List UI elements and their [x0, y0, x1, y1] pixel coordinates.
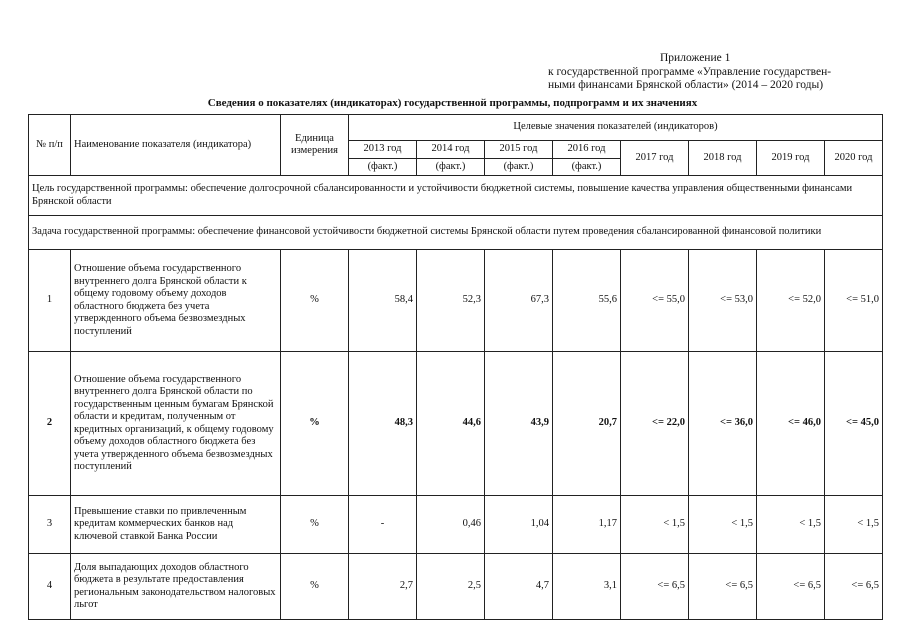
row-unit: % [281, 352, 349, 496]
row-num: 3 [29, 496, 71, 554]
header-year: 2017 год [621, 141, 689, 176]
row-value: 3,1 [553, 554, 621, 620]
row-value: <= 6,5 [689, 554, 757, 620]
row-value: 4,7 [485, 554, 553, 620]
header-fact: (факт.) [553, 159, 621, 176]
header-num: № п/п [29, 115, 71, 176]
row-value: < 1,5 [825, 496, 883, 554]
row-value: 55,6 [553, 250, 621, 352]
header-fact: (факт.) [417, 159, 485, 176]
row-name: Отношение объема государственного внутреннего долга Брянской области по государственным ценным бумагам Брянской области и кредитам, полученным от кредитных организаций, к общему годовому объему доходов областного бюджета без учета утвержденного объема безвозмездных поступлений [71, 352, 281, 496]
row-num: 1 [29, 250, 71, 352]
header-year: 2013 год [349, 141, 417, 159]
header-year: 2014 год [417, 141, 485, 159]
row-num: 4 [29, 554, 71, 620]
document-title: Сведения о показателях (индикаторах) государственной программы, подпрограмм и их значениях [207, 97, 698, 109]
row-value: <= 52,0 [757, 250, 825, 352]
program-goal: Цель государственной программы: обеспечение долгосрочной сбалансированности и устойчивости бюджетной системы, повышение качества управления общественными финансами Брянской области [29, 176, 883, 216]
program-task: Задача государственной программы: обеспечение финансовой устойчивости бюджетной системы Брянской области путем проведения сбалансированной финансовой политики [29, 216, 883, 250]
row-unit: % [281, 554, 349, 620]
row-value: < 1,5 [689, 496, 757, 554]
row-value: <= 22,0 [621, 352, 689, 496]
row-value: <= 51,0 [825, 250, 883, 352]
row-value: 67,3 [485, 250, 553, 352]
appendix-note [548, 52, 878, 93]
row-value: <= 36,0 [689, 352, 757, 496]
indicators-table [28, 114, 883, 620]
table-row [29, 496, 883, 554]
row-value: <= 55,0 [621, 250, 689, 352]
table-row [29, 554, 883, 620]
row-value: < 1,5 [621, 496, 689, 554]
row-value: 20,7 [553, 352, 621, 496]
appendix-line-3: ными финансами Брянской области» (2014 – 2020 годы) [548, 79, 824, 91]
table-row [29, 352, 883, 496]
row-value: <= 6,5 [825, 554, 883, 620]
table-row [29, 250, 883, 352]
row-value: <= 6,5 [621, 554, 689, 620]
row-value: < 1,5 [757, 496, 825, 554]
row-value: 44,6 [417, 352, 485, 496]
row-name: Доля выпадающих доходов областного бюджета в результате предоставления региональным законодательством налоговых льгот [71, 554, 281, 620]
header-year: 2019 год [757, 141, 825, 176]
row-value: <= 46,0 [757, 352, 825, 496]
header-year: 2015 год [485, 141, 553, 159]
header-unit: Единица измерения [281, 115, 349, 176]
row-value: 1,04 [485, 496, 553, 554]
header-fact: (факт.) [485, 159, 553, 176]
appendix-line-2: к государственной программе «Управление государствен- [548, 65, 832, 78]
header-year: 2018 год [689, 141, 757, 176]
row-name: Превышение ставки по привлеченным кредитам коммерческих банков над ключевой ставкой Банка России [71, 496, 281, 554]
row-value: 2,5 [417, 554, 485, 620]
row-num: 2 [29, 352, 71, 496]
header-fact: (факт.) [349, 159, 417, 176]
header-year: 2016 год [553, 141, 621, 159]
row-value: <= 6,5 [757, 554, 825, 620]
row-value: - [349, 496, 417, 554]
row-value: 43,9 [485, 352, 553, 496]
appendix-line-1: Приложение 1 [660, 52, 731, 64]
header-year: 2020 год [825, 141, 883, 176]
row-unit: % [281, 250, 349, 352]
row-value: 2,7 [349, 554, 417, 620]
header-targets: Целевые значения показателей (индикаторов) [349, 115, 883, 141]
row-value: <= 53,0 [689, 250, 757, 352]
row-name: Отношение объема государственного внутреннего долга Брянской области к общему годовому объему доходов областного бюджета без учета утвержденного объема безвозмездных поступлений [71, 250, 281, 352]
row-value: 1,17 [553, 496, 621, 554]
row-value: 48,3 [349, 352, 417, 496]
row-value: 52,3 [417, 250, 485, 352]
row-value: 58,4 [349, 250, 417, 352]
header-name: Наименование показателя (индикатора) [71, 115, 281, 176]
row-value: <= 45,0 [825, 352, 883, 496]
row-unit: % [281, 496, 349, 554]
row-value: 0,46 [417, 496, 485, 554]
